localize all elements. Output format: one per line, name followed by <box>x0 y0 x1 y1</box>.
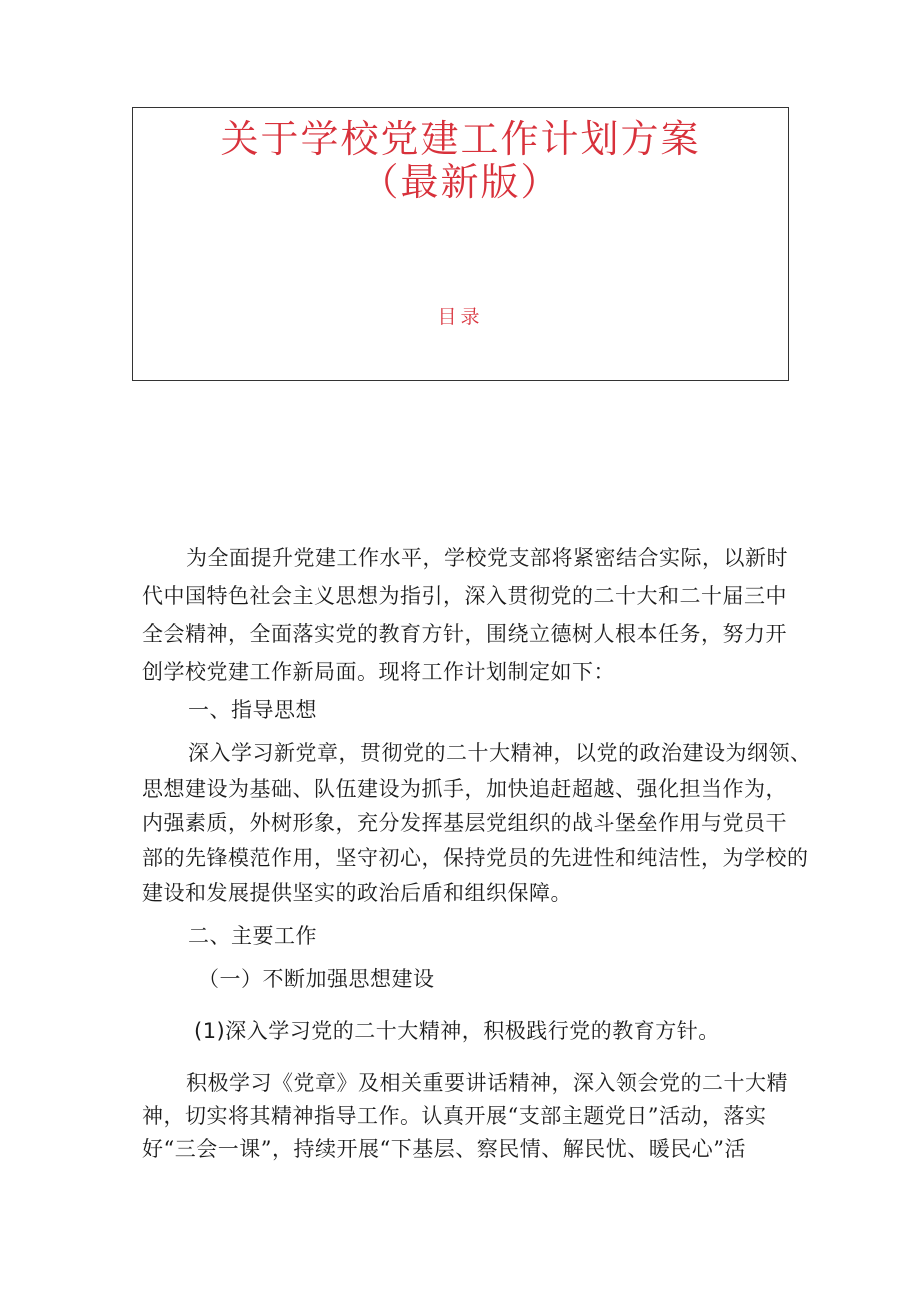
section-heading: 一、指导思想 <box>188 698 317 722</box>
intro-line: 全会精神，全面落实党的教育方针，围绕立德树人根本任务，努力开 <box>142 622 787 646</box>
subsection-heading: （一）不断加强思想建设 <box>198 967 435 991</box>
cover-box <box>132 107 789 381</box>
document-title: 关于学校党建工作计划方案 <box>220 117 701 161</box>
table-of-contents-label: 目录 <box>437 306 484 328</box>
intro-line: 创学校党建工作新局面。现将工作计划制定如下： <box>142 660 615 684</box>
intro-line: 代中国特色社会主义思想为指引，深入贯彻党的二十大和二十届三中 <box>142 584 787 608</box>
item1-line: 神，切实将其精神指导工作。认真开展“支部主题党日”活动，落实 <box>142 1104 767 1128</box>
section1-line: 思想建设为基础、队伍建设为抓手，加快追赶超越、强化担当作为， <box>142 777 787 801</box>
section1-line: 部的先锋模范作用，坚守初心，保持党员的先进性和纯洁性，为学校的 <box>142 846 809 870</box>
section1-line: 深入学习新党章，贯彻党的二十大精神，以党的政治建设为纲领、 <box>188 741 812 765</box>
section1-line: 建设和发展提供坚实的政治后盾和组织保障。 <box>142 881 572 905</box>
item1-line: 好“三会一课”，持续开展“下基层、察民情、解民忧、暖民心”活 <box>142 1137 746 1161</box>
section1-line: 内强素质，外树形象，充分发挥基层党组织的战斗堡垒作用与党员干 <box>142 811 787 835</box>
section-heading: 二、主要工作 <box>188 924 317 948</box>
item-heading: (1)深入学习党的二十大精神，积极践行党的教育方针。 <box>194 1019 720 1043</box>
intro-line: 为全面提升党建工作水平，学校党支部将紧密结合实际，以新时 <box>186 546 788 570</box>
document-subtitle: （最新版） <box>360 160 561 204</box>
item1-line: 积极学习《党章》及相关重要讲话精神，深入领会党的二十大精 <box>186 1071 788 1095</box>
